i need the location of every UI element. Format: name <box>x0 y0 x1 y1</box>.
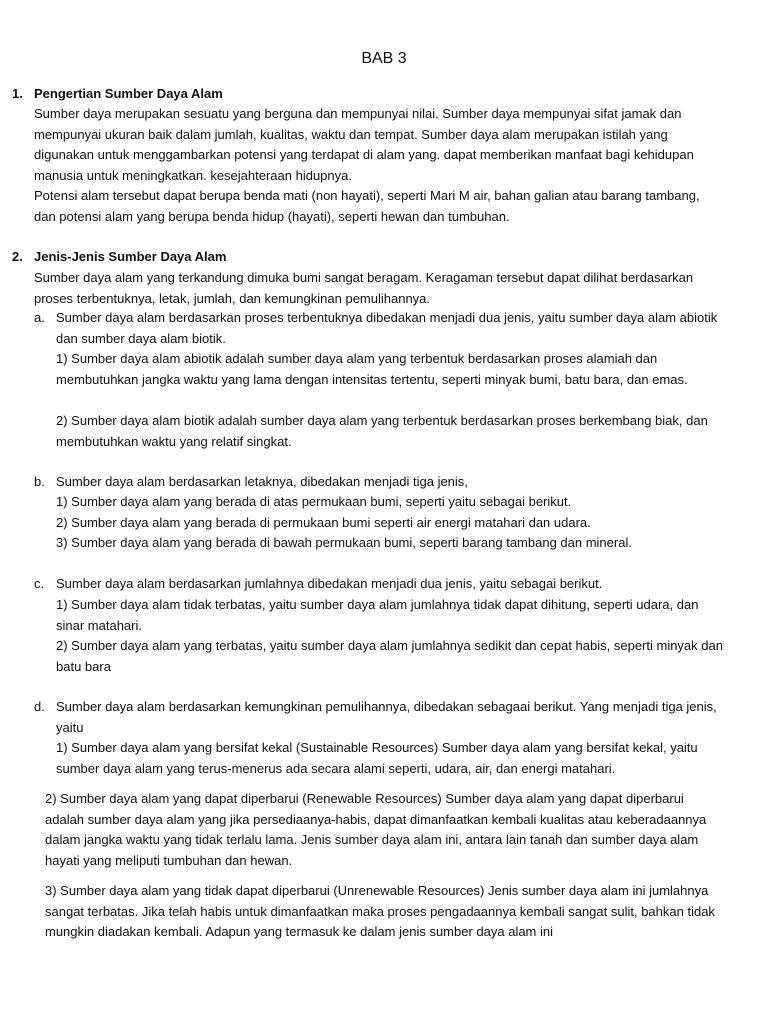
list-c-item-2: 2) Sumber daya alam yang terbatas, yaitu sumber daya alam jumlahnya sedikit dan cepat habis, seperti minyak dan batu bara <box>56 638 723 674</box>
page-title: BAB 3 <box>361 50 407 67</box>
list-letter-c: c. <box>34 576 45 591</box>
list-letter-d: d. <box>34 699 45 714</box>
section-1-heading: Pengertian Sumber Daya Alam <box>34 86 223 101</box>
list-c-item-1: 1) Sumber daya alam tidak terbatas, yaitu sumber daya alam jumlahnya tidak dapat dihitung, seperti udara, dan sinar matahari. <box>56 597 699 633</box>
list-d-text: Sumber daya alam berdasarkan kemungkinan pemulihannya, dibedakan sebagaai berikut. Yang menjadi tiga jenis, yaitu <box>56 699 717 735</box>
section-1-paragraph: Sumber daya merupakan sesuatu yang berguna dan mempunyai nilai. Sumber daya mempunyai sifat jamak dan mempunyai ukuran baik dalam jumlah, kualitas, waktu dan tempat. Sumber daya alam merupakan istilah yang digunakan untuk menggambarkan potensi yang terdapat di alam yang. dapat memberikan manfaat bagi kehidupan manusia untuk meningkatkan. kesejahteraan hidupnya. <box>34 106 694 183</box>
list-a-item-2: 2) Sumber daya alam biotik adalah sumber daya alam yang terbentuk berdasarkan proses berkembang biak, dan membutuhkan waktu yang relatif singkat. <box>56 413 708 449</box>
section-1-number: 1. <box>12 86 23 101</box>
list-a-text: Sumber daya alam berdasarkan proses terbentuknya dibedakan menjadi dua jenis, yaitu sumber daya alam abiotik dan sumber daya alam biotik. <box>56 310 718 346</box>
section-2-heading: Jenis-Jenis Sumber Daya Alam <box>34 249 227 264</box>
list-letter-b: b. <box>34 474 45 489</box>
list-d-item-1: 1) Sumber daya alam yang bersifat kekal (Sustainable Resources) Sumber daya alam yang bersifat kekal, yaitu sumber daya alam yang terus-menerus ada secara alami seperti, udara, air, dan energi matahari. <box>56 740 698 776</box>
section-1-paragraph-2: Potensi alam tersebut dapat berupa benda mati (non hayati), seperti Mari M air, bahan galian atau barang tambang, dan potensi alam yang berupa benda hidup (hayati), seperti hewan dan tumbuhan. <box>34 188 700 224</box>
section-2-intro: Sumber daya alam yang terkandung dimuka bumi sangat beragam. Keragaman tersebut dapat dilihat berdasarkan proses terbentuknya, letak, jumlah, dan kemungkinan pemulihannya. <box>34 270 694 306</box>
list-a-item-1: 1) Sumber daya alam abiotik adalah sumber daya alam yang terbentuk berdasarkan proses alamiah dan membutuhkan jangka waktu yang lama dengan intensitas tertentu, seperti minyak bumi, batu bara, dan emas. <box>56 351 688 387</box>
list-letter-a: a. <box>34 310 45 325</box>
list-b-item-3: 3) Sumber daya alam yang berada di bawah permukaan bumi, seperti barang tambang dan mineral. <box>56 535 632 550</box>
list-d-item-2: 2) Sumber daya alam yang dapat diperbarui (Renewable Resources) Sumber daya alam yang dapat diperbarui adalah sumber daya alam yang jika persediaanya-habis, dapat dimanfaatkan kembali kualitas atau keberadaannya dalam jangka waktu yang tidak terlalu lama. Jenis sumber daya alam ini, antara lain tanah dan sumber daya alam hayati yang meliputi tumbuhan dan hewan. <box>45 791 707 868</box>
section-2-number: 2. <box>12 249 23 264</box>
list-c-text: Sumber daya alam berdasarkan jumlahnya dibedakan menjadi dua jenis, yaitu sebagai berikut. <box>56 576 603 591</box>
list-b-text: Sumber daya alam berdasarkan letaknya, dibedakan menjadi tiga jenis, <box>56 474 468 489</box>
list-b-item-1: 1) Sumber daya alam yang berada di atas permukaan bumi, seperti yaitu sebagai berikut. <box>56 494 572 509</box>
list-d-item-3: 3) Sumber daya alam yang tidak dapat diperbarui (Unrenewable Resources) Jenis sumber daya alam ini jumlahnya sangat terbatas. Jika telah habis untuk dimanfaatkan maka proses pengadaannya kembali sangat sulit, bahkan tidak mungkin diadakan kembali. Adapun yang termasuk ke dalam jenis sumber daya alam ini <box>45 883 715 939</box>
list-b-item-2: 2) Sumber daya alam yang berada di permukaan bumi seperti air energi matahari dan udara. <box>56 515 591 530</box>
